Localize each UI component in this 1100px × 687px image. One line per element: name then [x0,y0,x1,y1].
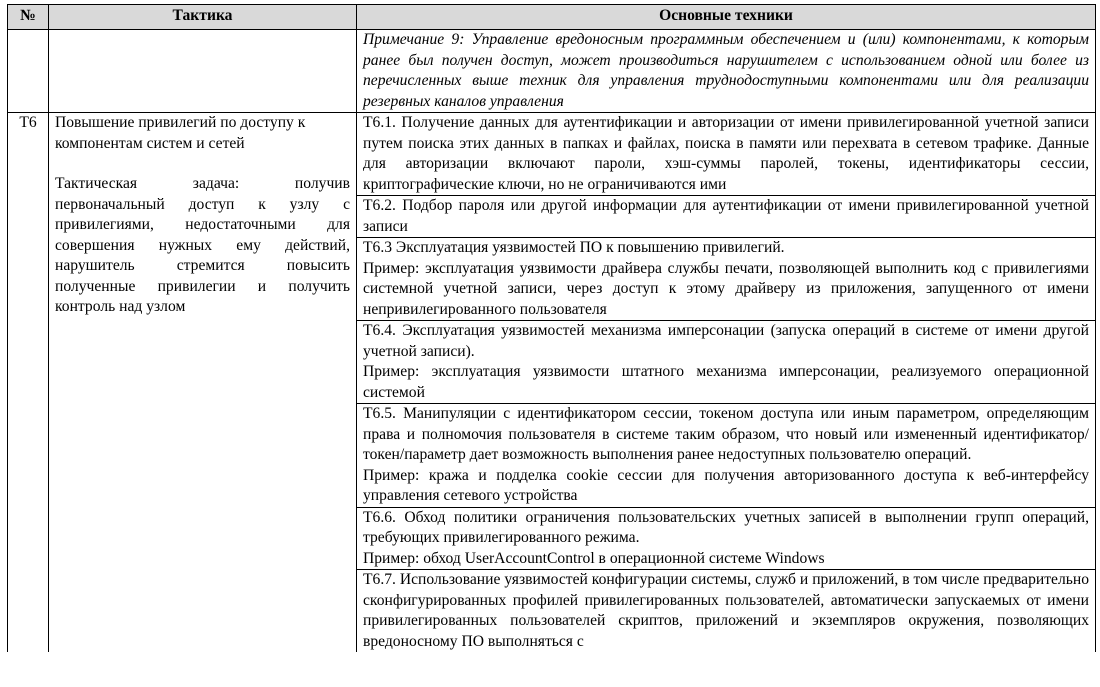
techniques-table [7,4,1096,652]
technique-text: Т6.3 Эксплуатация уязвимостей ПО к повышению привилегий. [363,239,785,256]
technique-example: Пример: эксплуатация уязвимости штатного механизма имперсонации, реализуемого операционной системой [363,363,1089,401]
tactic-cell [49,113,357,653]
note-num-cell [8,30,49,113]
technique-cell [357,507,1096,570]
header-tactic: Тактика [49,5,357,30]
technique-example: Пример: эксплуатация уязвимости драйвера службы печати, позволяющей выполнить код с привилегиями системной учетной записи, через доступ к этому драйверу из приложения, запущенного от имени непривилегированного пользователя [363,259,1089,318]
technique-text: Т6.1. Получение данных для аутентификации и авторизации от имени привилегированной учетной записи путем поиска этих данных в папках и файлах, поиска в памяти или перехвата в сетевом трафике. Данные для авторизации включают пароли, хэш-суммы паролей, токены, идентификаторы сессии, криптографические ключи, но не ограничиваются ими [363,114,1089,193]
technique-text: Т6.5. Манипуляции с идентификатором сессии, токеном доступа или иным параметром, определяющим права и полномочия пользователя в системе таким образом, что новый или измененный идентификатор/токен/параметр дает возможность выполнения ранее недоступных пользователю операций. [363,405,1089,463]
header-num: № [8,5,49,30]
technique-text: Т6.4. Эксплуатация уязвимостей механизма имперсонации (запуска операций в системе от имени другой учетной записи). [363,322,1089,360]
technique-text: Т6.6. Обход политики ограничения пользовательских учетных записей в выполнении групп операций, требующих привилегированного режима. [363,508,1089,546]
technique-example: Пример: обход UserAccountControl в операционной системе Windows [363,549,825,567]
technique-cell [357,321,1096,404]
technique-cell [357,238,1096,321]
technique-example: Пример: кража и подделка cookie сессии для получения авторизованного доступа к веб-интерфейсу управления сетевого устройства [363,466,1089,504]
technique-cell [357,404,1096,508]
technique-text: Т6.7. Использование уязвимостей конфигурации системы, служб и приложений, в том числе предварительно сконфигурированных профилей привилегированных пользователей, автоматически запускаемых от имени привилегированных пользователей скриптов, приложений и экземпляров окружения, позволяющих вредоносному ПО выполняться с [363,571,1089,650]
tactic-title: Повышение привилегий по доступу к компонентам систем и сетей [55,114,306,152]
technique-cell [357,113,1096,196]
note-text: Примечание 9: Управление вредоносным программным обеспечением и (или) компонентами, к которым ранее был получен доступ, может производиться нарушителем с использованием одной или более из перечисленных выше техник для управления труднодоступными компонентами или для реализации резервных каналов управления [357,30,1096,113]
tactic-row-first [8,113,1096,196]
note-row [8,30,1096,113]
header-techniques: Основные техники [357,5,1096,30]
tactic-number: Т6 [8,113,49,653]
note-tactic-cell [49,30,357,113]
technique-cell [357,570,1096,653]
technique-cell [357,196,1096,238]
tactic-task: Тактическая задача: получив первоначальный доступ к узлу с привилегиями, недостаточными для совершения нужных ему действий, нарушитель стремится повысить полученные привилегии и получить контроль над узлом [55,175,350,315]
technique-text: Т6.2. Подбор пароля или другой информации для аутентификации от имени привилегированной учетной записи [363,197,1089,235]
header-row [8,5,1096,30]
